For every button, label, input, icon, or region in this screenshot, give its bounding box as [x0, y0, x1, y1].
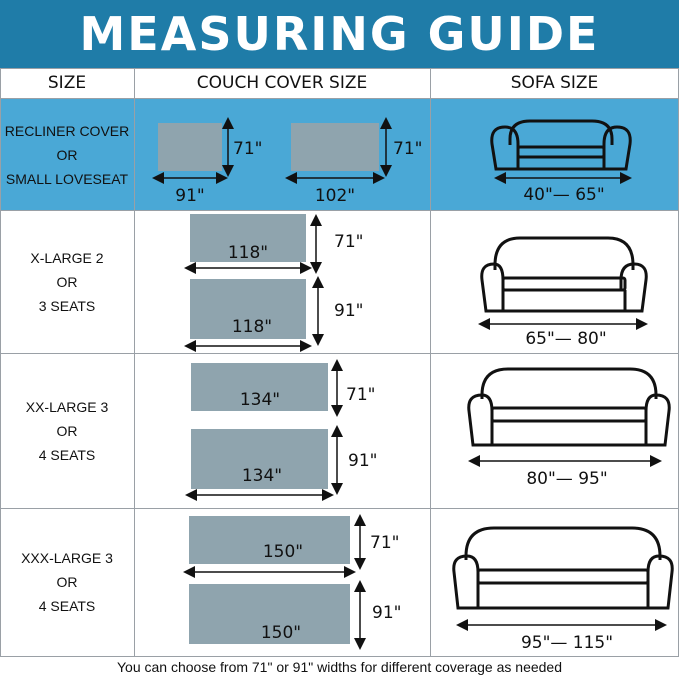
row-graphics: [0, 353, 679, 508]
sofa-icon: [469, 369, 669, 445]
cover-width-label: 150": [260, 623, 302, 643]
cover-height-label: 71": [346, 385, 376, 405]
sofa-range-label: 95"— 115": [520, 633, 614, 653]
cover-width-label: 134": [241, 466, 283, 486]
column-header-cover: COUCH COVER SIZE: [196, 73, 368, 93]
cover-height-label: 91": [348, 451, 378, 471]
size-label-line: X-LARGE 2: [30, 249, 104, 266]
size-label-line: 4 SEATS: [38, 598, 96, 614]
size-row-xxx-large: [0, 508, 679, 656]
column-header-sofa: SOFA SIZE: [510, 73, 599, 93]
column-header-size: SIZE: [47, 73, 87, 93]
cover-width-label: 118": [231, 317, 273, 337]
cover-height-label: 71": [370, 533, 400, 553]
cover-width-label: 102": [314, 186, 356, 206]
row-graphics: [0, 210, 679, 353]
footer-note: You can choose from 71" or 91" widths for different coverage as needed: [117, 659, 562, 675]
size-label-line: SMALL LOVESEAT: [5, 170, 129, 187]
header-banner: [0, 0, 679, 68]
row-graphics: [0, 508, 679, 656]
cover-height-label: 71": [393, 139, 423, 159]
cover-width-label: 91": [175, 186, 205, 206]
sofa-icon: [454, 528, 672, 608]
cover-width-label: 134": [239, 390, 281, 410]
row-graphics: [0, 99, 679, 210]
sofa-range-label: 40"— 65": [523, 185, 605, 205]
cover-height-label: 91": [334, 301, 364, 321]
cover-swatch: [291, 123, 379, 171]
size-label-line: OR: [56, 146, 78, 163]
cover-height-label: 71": [233, 139, 263, 159]
cover-height-label: 91": [372, 603, 402, 623]
cover-width-label: 118": [227, 243, 269, 263]
sofa-range-label: 80"— 95": [526, 469, 608, 489]
size-row-xx-large: [0, 353, 679, 508]
size-label-line: XXX-LARGE 3: [21, 550, 113, 566]
size-label-line: OR: [56, 422, 78, 439]
page-title: MEASURING GUIDE: [79, 7, 600, 61]
size-row-recliner: [0, 99, 679, 210]
cover-height-label: 71": [334, 232, 364, 252]
size-label-line: 4 SEATS: [38, 446, 96, 463]
size-label-line: OR: [56, 273, 78, 290]
size-row-x-large: [0, 210, 679, 353]
size-label-line: OR: [56, 574, 78, 590]
size-label-line: XX-LARGE 3: [25, 398, 109, 415]
size-label-line: 3 SEATS: [38, 297, 96, 314]
cover-swatch: [158, 123, 222, 171]
sofa-range-label: 65"— 80": [525, 329, 607, 349]
cover-width-label: 150": [262, 542, 304, 562]
loveseat-icon: [492, 121, 630, 169]
size-label-line: RECLINER COVER: [4, 122, 130, 139]
sofa-icon: [482, 238, 647, 311]
